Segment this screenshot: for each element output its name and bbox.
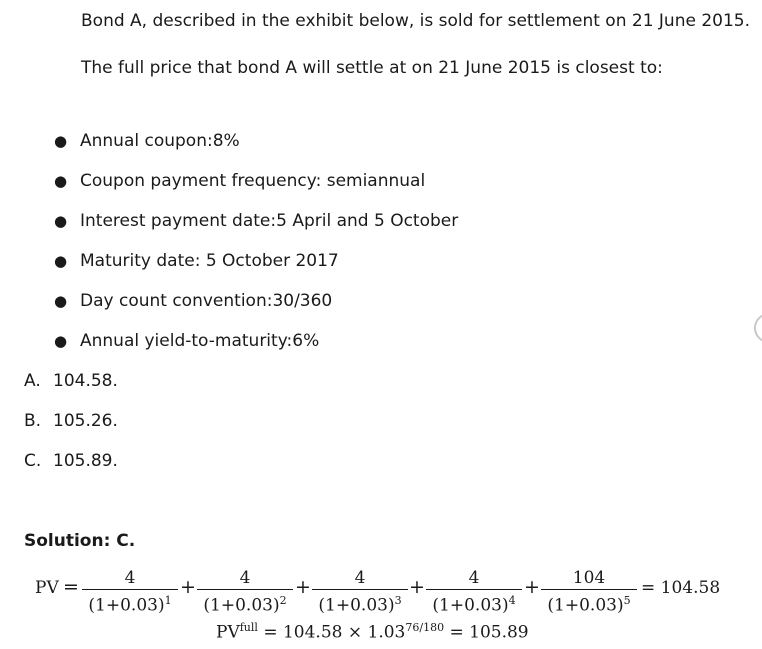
bullet-icon: ● [54,132,68,150]
fraction-numerator: 4 [354,568,366,588]
option-c-letter: C. [24,451,42,471]
list-item: Interest payment date:5 April and 5 October [80,211,459,231]
pv-result: = 104.58 [641,578,721,598]
equals-sign: = [63,576,79,598]
fraction-denominator: $(1+0.03)^2$ [203,594,287,616]
question-intro: Bond A, described in the exhibit below, is sold for settlement on 21 June 2015. [81,11,751,31]
fraction-denominator: $(1+0.03)^3$ [318,594,402,616]
pv-full-equation [216,621,529,643]
option-b-value: 105.26. [53,411,118,431]
bullet-icon: ● [54,172,68,190]
bullet-icon: ● [54,332,68,350]
list-item: Day count convention:30/360 [80,291,333,311]
fraction-1 [82,568,178,617]
list-item: Annual coupon:8% [80,131,240,151]
fraction-denominator: $(1+0.03)^5$ [547,594,631,616]
plus-sign: + [295,576,311,598]
option-b-letter: B. [24,411,42,431]
fraction-numerator: 4 [124,568,136,588]
option-c-value: 105.89. [53,451,118,471]
fraction-denominator: $(1+0.03)^1$ [88,594,172,616]
plus-sign: + [409,576,425,598]
pv-full-result: = 105.89 [444,622,529,643]
fraction-4 [426,568,522,617]
option-a-letter: A. [24,371,41,391]
list-item: Annual yield-to-maturity:6% [80,331,320,351]
plus-sign: + [524,576,540,598]
bullet-icon: ● [54,252,68,270]
pv-full-label: PV [216,622,240,643]
fraction-3 [312,568,408,617]
fraction-numerator: 4 [239,568,251,588]
fraction-numerator: 104 [572,568,606,588]
fraction-5 [541,568,637,617]
bullet-icon: ● [54,292,68,310]
option-a-value: 104.58. [53,371,118,391]
list-item: Coupon payment frequency: semiannual [80,171,426,191]
plus-sign: + [180,576,196,598]
pv-full-exponent: 76/180 [405,621,445,634]
fraction-numerator: 4 [468,568,480,588]
bullet-icon: ● [54,212,68,230]
pv-label: PV [35,578,59,598]
fraction-2 [197,568,293,617]
scroll-handle[interactable] [754,313,762,343]
pv-full-expression: = 104.58 × 1.03 [257,622,406,643]
pv-full-superscript: full [239,621,258,634]
question-prompt: The full price that bond A will settle at on 21 June 2015 is closest to: [81,58,663,78]
solution-label: Solution: C. [24,531,136,551]
list-item: Maturity date: 5 October 2017 [80,251,339,271]
fraction-denominator: $(1+0.03)^4$ [432,594,516,616]
